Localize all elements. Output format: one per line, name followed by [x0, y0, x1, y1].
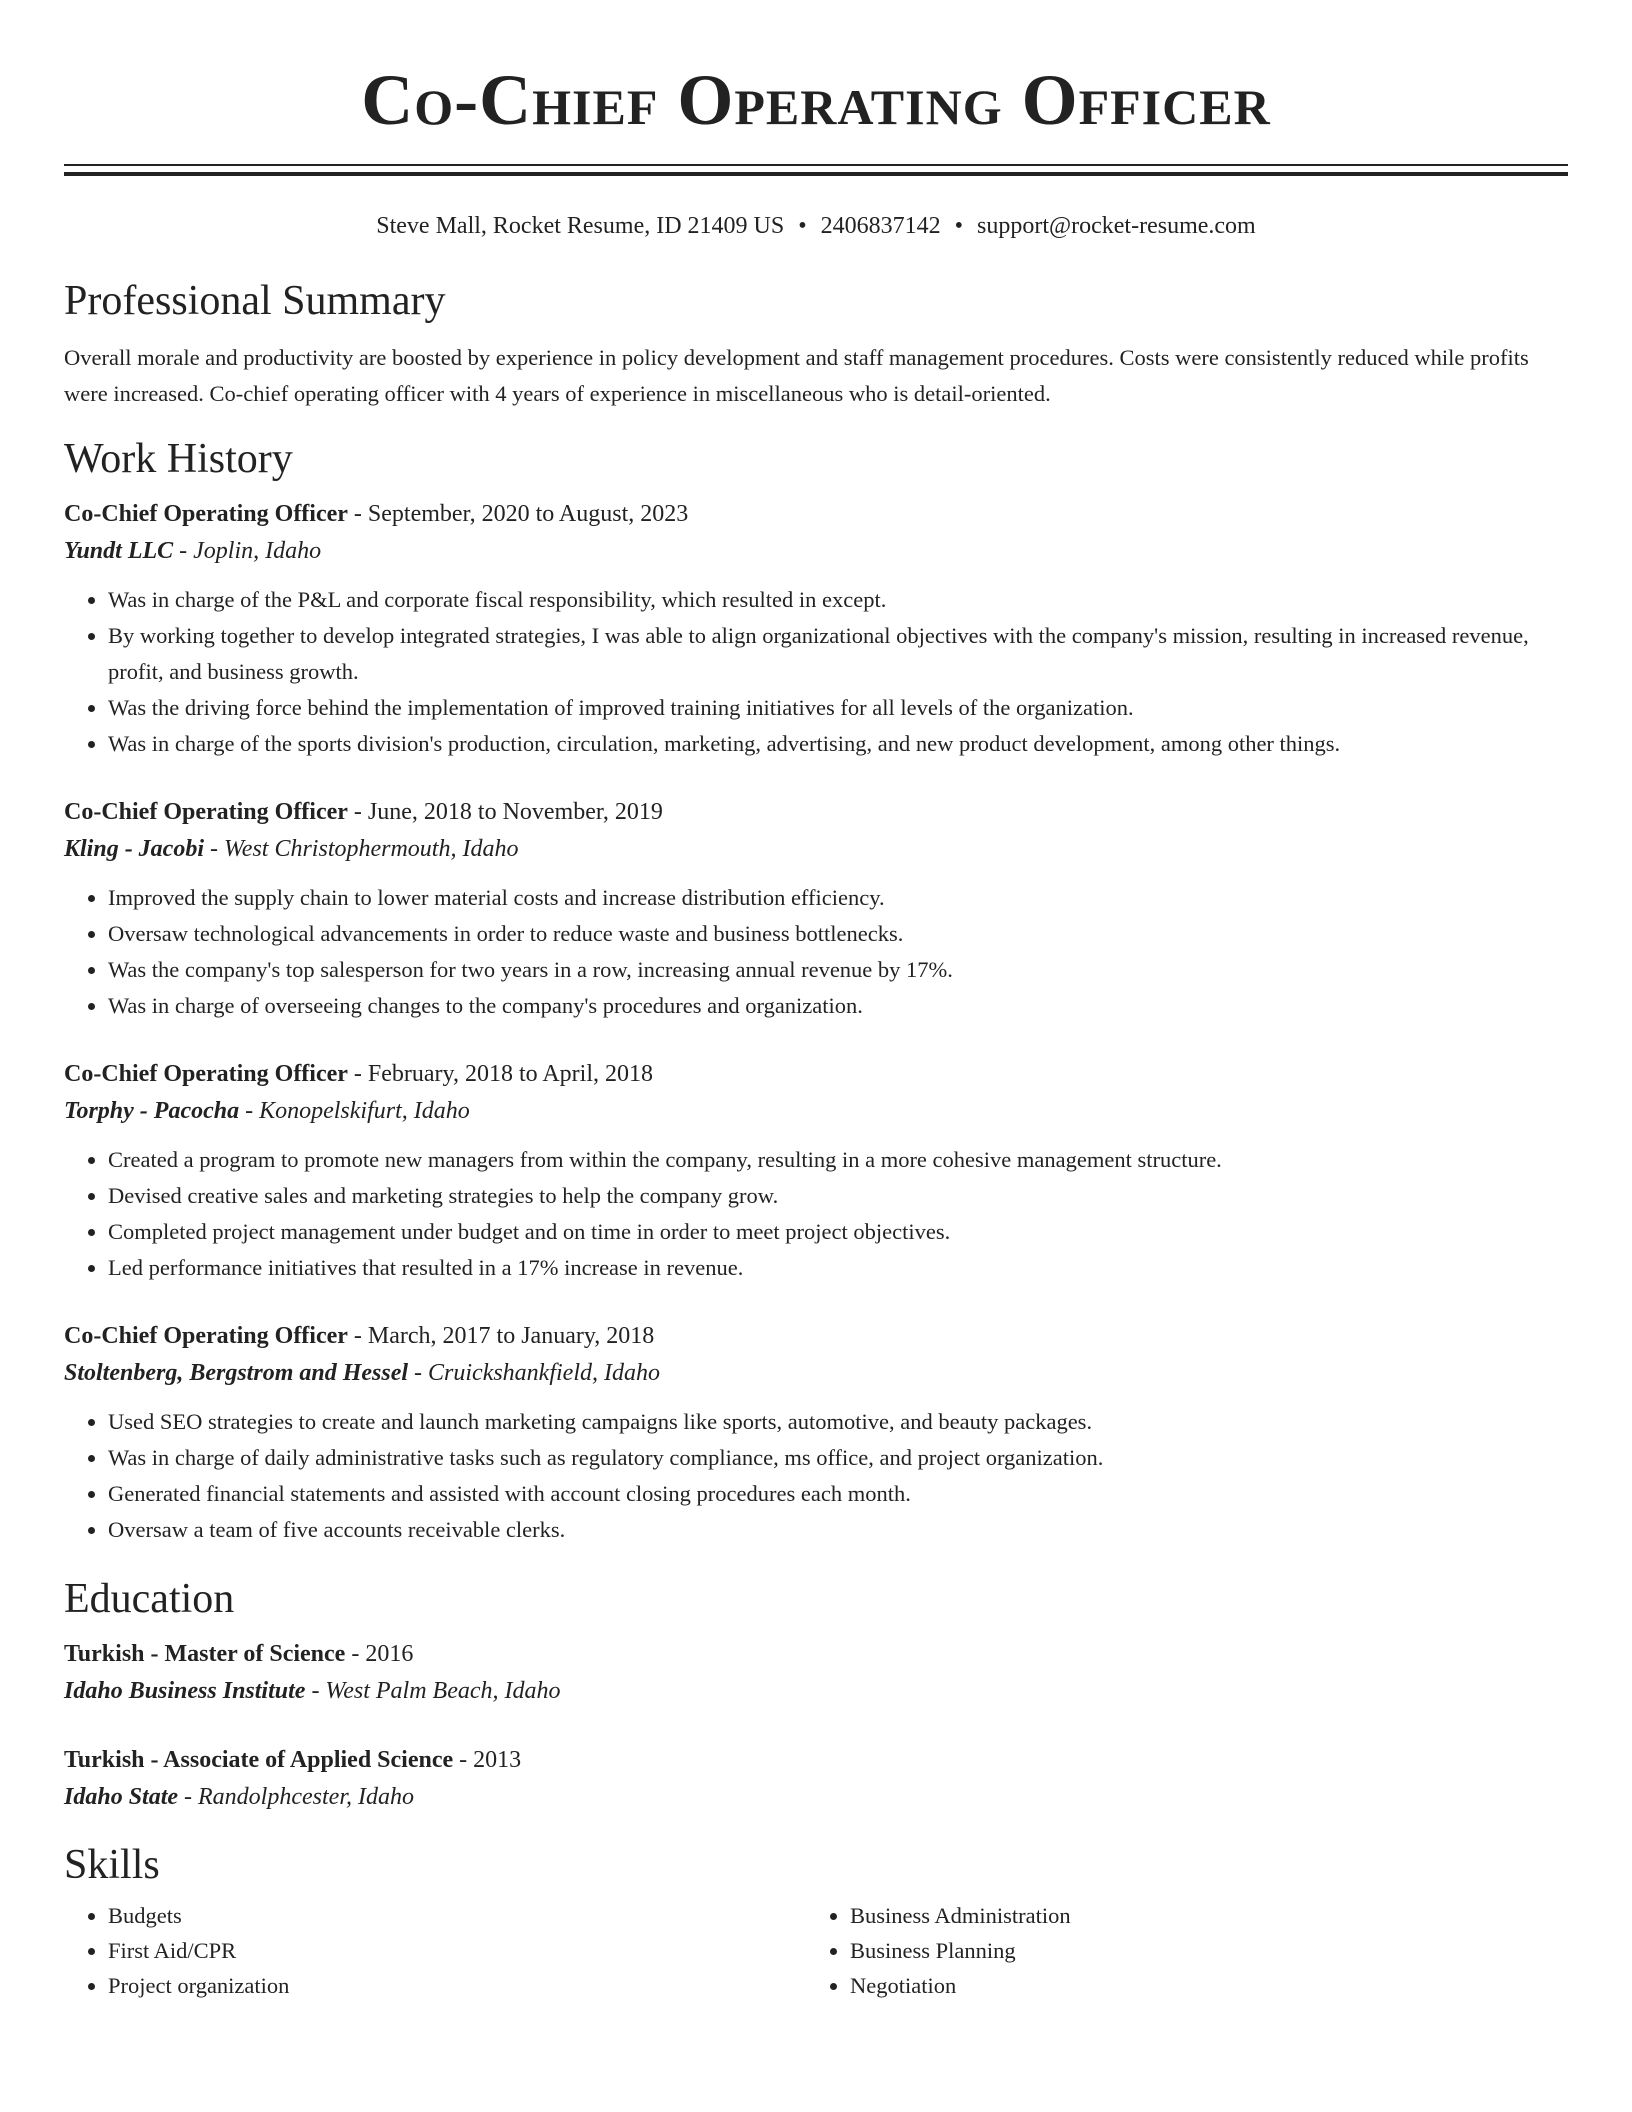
job-bullet: • Completed project management under budget and on time in order to meet project objectives. — [108, 1214, 1568, 1250]
job-bullet: • Was in charge of the P&L and corporate fiscal responsibility, which resulted in except. — [108, 582, 1568, 618]
job-bullet: • Created a program to promote new managers from within the company, resulting in a more cohesive management structure. — [108, 1142, 1568, 1178]
job-dates: - March, 2017 to January, 2018 — [347, 1323, 655, 1349]
job-bullet: • Led performance initiatives that resulted in a 17% increase in revenue. — [108, 1250, 1568, 1286]
skills-heading: Skills — [64, 1842, 160, 1888]
job-role: Co-Chief Operating Officer — [64, 799, 348, 825]
job-company-line — [64, 1354, 1568, 1392]
resume-name: Co-Chief Operating Officer — [361, 60, 1271, 140]
education-school-line — [64, 1672, 1568, 1710]
header-divider — [64, 164, 1568, 176]
skill-item: • Business Administration — [850, 1898, 1548, 1933]
education-header — [64, 1742, 1568, 1778]
job-bullet: • Oversaw a team of five accounts receivable clerks. — [108, 1512, 1568, 1548]
education-location: - Randolphcester, Idaho — [178, 1784, 414, 1810]
job-entry — [64, 1056, 1568, 1286]
job-bullet: • Generated financial statements and assisted with account closing procedures each month. — [108, 1476, 1568, 1512]
job-bullet: • Was the driving force behind the implementation of improved training initiatives for all levels of the organization. — [108, 690, 1568, 726]
job-header — [64, 1056, 1568, 1092]
job-bullet: • Was the company's top salesperson for two years in a row, increasing annual revenue by 17%. — [108, 952, 1568, 988]
job-bullet: • Oversaw technological advancements in order to reduce waste and business bottlenecks. — [108, 916, 1568, 952]
summary-heading: Professional Summary — [64, 278, 446, 324]
job-company: Torphy - Pacocha — [64, 1098, 240, 1124]
job-bullets — [64, 880, 1568, 1024]
education-entry — [64, 1742, 1568, 1816]
education-header — [64, 1636, 1568, 1672]
job-bullets — [64, 1404, 1568, 1548]
job-bullets — [64, 1142, 1568, 1286]
job-company: Stoltenberg, Bergstrom and Hessel — [64, 1360, 409, 1386]
job-company: Yundt LLC — [64, 538, 174, 564]
skills-column-left — [64, 1898, 806, 2003]
job-bullets — [64, 582, 1568, 762]
contact-email: support@rocket-resume.com — [977, 213, 1256, 239]
job-header — [64, 1318, 1568, 1354]
contact-line — [64, 210, 1568, 242]
education-heading: Education — [64, 1576, 235, 1622]
work-history-heading: Work History — [64, 436, 293, 482]
job-location: - West Christophermouth, Idaho — [204, 836, 519, 862]
job-bullet: • Used SEO strategies to create and launch marketing campaigns like sports, automotive, and beauty packages. — [108, 1404, 1568, 1440]
education-degree: Turkish - Associate of Applied Science — [64, 1747, 454, 1773]
skill-item: • Budgets — [108, 1898, 806, 1933]
job-bullet: • By working together to develop integrated strategies, I was able to align organizational objectives with the company's mission, resulting in increased revenue, profit, and business growth. — [108, 618, 1568, 690]
job-entry — [64, 794, 1568, 1024]
job-dates: - June, 2018 to November, 2019 — [347, 799, 663, 825]
job-role: Co-Chief Operating Officer — [64, 1323, 348, 1349]
job-entry — [64, 496, 1568, 762]
skill-item: • Negotiation — [850, 1968, 1548, 2003]
education-school-line — [64, 1778, 1568, 1816]
job-company-line — [64, 830, 1568, 868]
skills-list — [64, 1898, 1568, 2003]
divider-thin-line — [64, 164, 1568, 166]
education-year: - 2013 — [453, 1747, 522, 1773]
skills-column-right — [806, 1898, 1548, 2003]
divider-thick-line — [64, 172, 1568, 176]
skill-item: • Project organization — [108, 1968, 806, 2003]
job-bullet: • Was in charge of the sports division's production, circulation, marketing, advertising, and new product development, among other things. — [108, 726, 1568, 762]
contact-phone: 2406837142 — [820, 213, 941, 239]
skill-item: • Business Planning — [850, 1933, 1548, 1968]
job-location: - Konopelskifurt, Idaho — [239, 1098, 470, 1124]
job-company: Kling - Jacobi — [64, 836, 205, 862]
resume-page — [64, 0, 1568, 2003]
bullet-separator: • — [954, 213, 964, 239]
job-location: - Cruickshankfield, Idaho — [408, 1360, 660, 1386]
job-company-line — [64, 1092, 1568, 1130]
education-location: - West Palm Beach, Idaho — [305, 1678, 561, 1704]
job-header — [64, 794, 1568, 830]
summary-text: Overall morale and productivity are boosted by experience in policy development and staff management procedures. Costs were consistently reduced while profits were increased. Co-chief operating officer with 4 years of experience in miscellaneous who is detail-oriented. — [64, 345, 1529, 406]
skill-item: • First Aid/CPR — [108, 1933, 806, 1968]
job-role: Co-Chief Operating Officer — [64, 1061, 348, 1087]
education-degree: Turkish - Master of Science — [64, 1641, 346, 1667]
job-entry — [64, 1318, 1568, 1548]
job-bullet: • Devised creative sales and marketing strategies to help the company grow. — [108, 1178, 1568, 1214]
job-bullet: • Improved the supply chain to lower material costs and increase distribution efficiency. — [108, 880, 1568, 916]
education-entry — [64, 1636, 1568, 1710]
job-role: Co-Chief Operating Officer — [64, 501, 348, 527]
job-bullet: • Was in charge of overseeing changes to the company's procedures and organization. — [108, 988, 1568, 1024]
job-dates: - September, 2020 to August, 2023 — [347, 501, 689, 527]
job-bullet: • Was in charge of daily administrative tasks such as regulatory compliance, ms office, and project organization. — [108, 1440, 1568, 1476]
education-school: Idaho State — [64, 1784, 179, 1810]
job-company-line — [64, 532, 1568, 570]
education-school: Idaho Business Institute — [64, 1678, 306, 1704]
job-location: - Joplin, Idaho — [173, 538, 322, 564]
job-dates: - February, 2018 to April, 2018 — [347, 1061, 653, 1087]
job-header — [64, 496, 1568, 532]
bullet-separator: • — [798, 213, 807, 239]
education-year: - 2016 — [345, 1641, 414, 1667]
contact-address: Steve Mall, Rocket Resume, ID 21409 US — [376, 213, 785, 239]
